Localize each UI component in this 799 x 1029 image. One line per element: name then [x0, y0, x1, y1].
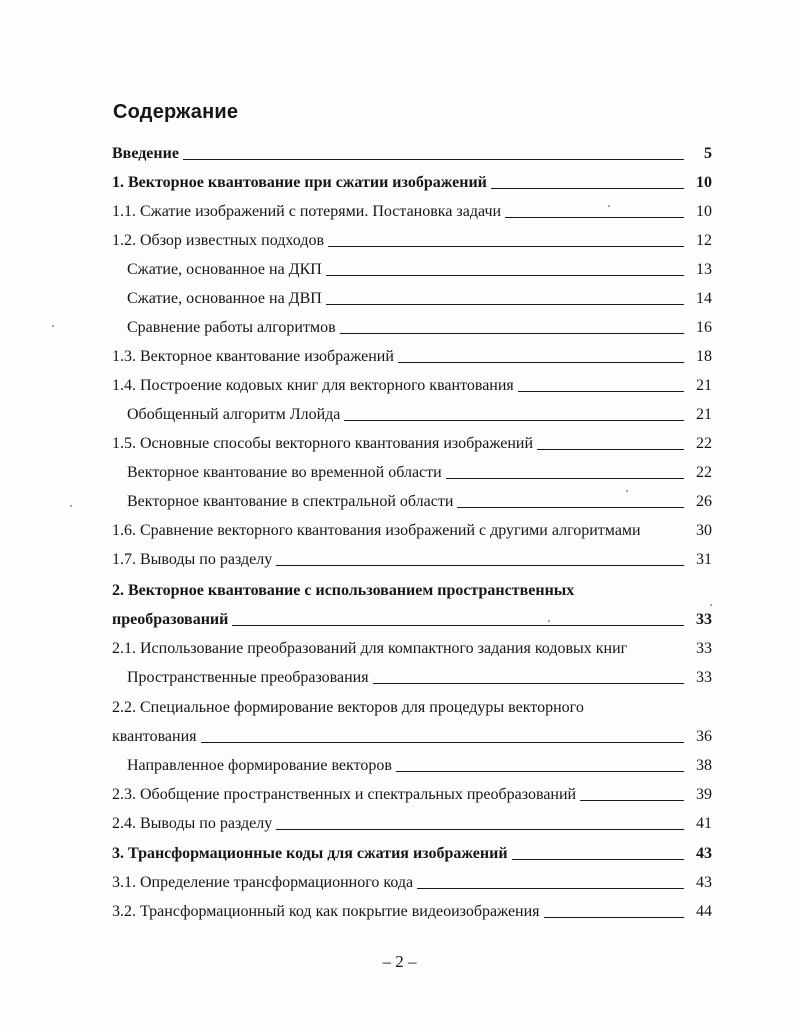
toc-leader-line: [276, 565, 684, 566]
toc-entry-page: 22: [696, 464, 712, 481]
scan-speck: [608, 205, 610, 207]
toc-entry-title: Сжатие, основанное на ДВП: [127, 290, 322, 307]
toc-leader-line: [491, 188, 684, 189]
toc-leader-line: [326, 275, 684, 276]
toc-entry: [127, 286, 712, 308]
toc-entry-page: 43: [696, 874, 712, 891]
toc-entry-page: 43: [696, 845, 712, 862]
toc-entry: [112, 841, 712, 863]
toc-entry-page: 16: [696, 319, 712, 336]
toc-leader-line: [544, 917, 684, 918]
toc-leader-line: [328, 246, 684, 247]
toc-entry: [112, 373, 712, 395]
toc-entry-title: 3. Трансформационные коды для сжатия изображений: [112, 845, 508, 862]
toc-entry-title: Векторное квантование в спектральной области: [127, 493, 454, 510]
toc-entry: [127, 753, 712, 775]
toc-entry: [112, 199, 712, 221]
toc-entry-title: 2.4. Выводы по разделу: [112, 815, 273, 832]
toc-leader-line: [344, 420, 684, 421]
toc-entry-page: 12: [696, 232, 712, 249]
toc-entry-page: 10: [696, 174, 712, 191]
toc-leader-line: [396, 771, 684, 772]
toc-entry-title: преобразований: [112, 611, 229, 628]
toc-entry-page: 10: [696, 203, 712, 220]
toc-leader-line: [417, 888, 684, 889]
toc-entry-title: 2.3. Обобщение пространственных и спектральных преобразований: [112, 786, 577, 803]
toc-leader-line: [326, 304, 684, 305]
toc-entry-title: Сравнение работы алгоритмов: [127, 319, 336, 336]
toc-entry-page: 30: [696, 522, 712, 539]
toc-entry-page: 33: [696, 611, 712, 628]
toc-leader-line: [276, 829, 684, 830]
toc-entry: [112, 811, 712, 833]
scan-speck: [70, 505, 72, 507]
toc-leader-line: [537, 449, 684, 450]
toc-leader-line: [580, 800, 684, 801]
toc-leader-line: [518, 391, 684, 392]
toc-entry-page: 14: [696, 290, 712, 307]
toc-entry-page: 18: [696, 348, 712, 365]
toc-entry-page: 33: [696, 669, 712, 686]
toc-entry: [127, 402, 712, 424]
toc-entry: [127, 257, 712, 279]
toc-entry-page: 13: [696, 261, 712, 278]
toc-entry: [112, 899, 712, 921]
toc-entry-page: 44: [696, 903, 712, 920]
toc-entry: [112, 636, 712, 658]
toc-entry-page: 38: [696, 757, 712, 774]
toc-entry-first-line: 2. Векторное квантование с использованием пространственных: [112, 582, 575, 599]
toc-entry-title: 1.1. Сжатие изображений с потерями. Постановка задачи: [112, 203, 502, 220]
toc-entry: [112, 344, 712, 366]
page-number: – 2 –: [382, 952, 417, 971]
toc-entry-title: Сжатие, основанное на ДКП: [127, 261, 322, 278]
toc-entry-page: 31: [696, 551, 712, 568]
toc-entry: [127, 315, 712, 337]
scan-speck: [710, 604, 712, 606]
toc-entry: [112, 724, 712, 746]
toc-entry-title: 1. Векторное квантование при сжатии изображений: [112, 174, 487, 191]
toc-entry-title: 3.1. Определение трансформационного кода: [112, 874, 414, 891]
toc-entry: [112, 607, 712, 629]
toc-entry-page: 33: [696, 640, 712, 657]
toc-entry-first-line: 2.2. Специальное формирование векторов для процедуры векторного: [112, 699, 584, 716]
toc-entry-title: 1.4. Построение кодовых книг для векторного квантования: [112, 377, 514, 394]
toc-leader-line: [398, 362, 684, 363]
toc-entry-title: Введение: [112, 145, 179, 162]
toc-entry-title: 1.6. Сравнение векторного квантования изображений с другими алгоритмами: [112, 522, 641, 539]
toc-leader-line: [340, 333, 684, 334]
toc-entry: [127, 489, 712, 511]
toc-entry: [112, 431, 712, 453]
scan-speck: [52, 325, 54, 327]
toc-entry-title: 1.3. Векторное квантование изображений: [112, 348, 394, 365]
toc-entry: [112, 228, 712, 250]
toc-heading: Содержание: [113, 101, 239, 123]
toc-leader-line: [373, 683, 684, 684]
toc-leader-line: [457, 507, 684, 508]
toc-entry-page: 21: [696, 406, 712, 423]
toc-entry-title: 1.5. Основные способы векторного квантования изображений: [112, 435, 534, 452]
toc-leader-line: [505, 217, 684, 218]
toc-entry: [127, 665, 712, 687]
toc-entry: [112, 782, 712, 804]
toc-entry-title: квантования: [112, 728, 197, 745]
toc-entry-title: 3.2. Трансформационный код как покрытие видеоизображения: [112, 903, 540, 920]
toc-leader-line: [201, 742, 685, 743]
toc-leader-line: [183, 159, 684, 160]
toc-entry: [112, 170, 712, 192]
toc-entry-page: 39: [696, 786, 712, 803]
toc-entry-page: 22: [696, 435, 712, 452]
toc-entry-title: 1.7. Выводы по разделу: [112, 551, 273, 568]
scan-speck: [548, 620, 550, 622]
toc-entry: [112, 518, 712, 540]
toc-leader-line: [512, 859, 684, 860]
toc-entry: [112, 141, 712, 163]
toc-entry: [127, 460, 712, 482]
toc-entry-page: 26: [696, 493, 712, 510]
toc-leader-line: [232, 625, 684, 626]
toc-entry: [112, 870, 712, 892]
toc-entry-title: Направленное формирование векторов: [127, 757, 392, 774]
toc-entry: [112, 547, 712, 569]
scan-speck: [626, 490, 628, 492]
toc-entry-page: 41: [696, 815, 712, 832]
toc-entry-page: 36: [696, 728, 712, 745]
toc-entry-title: 1.2. Обзор известных подходов: [112, 232, 325, 249]
toc-entry-title: Обобщенный алгоритм Ллойда: [127, 406, 341, 423]
toc-entry-title: Пространственные преобразования: [127, 669, 369, 686]
toc-leader-line: [446, 478, 684, 479]
toc-entry-title: Векторное квантование во временной области: [127, 464, 442, 481]
toc-entry-page: 21: [696, 377, 712, 394]
toc-entry-page: 5: [704, 145, 712, 162]
toc-entry-title: 2.1. Использование преобразований для компактного задания кодовых книг: [112, 640, 628, 657]
